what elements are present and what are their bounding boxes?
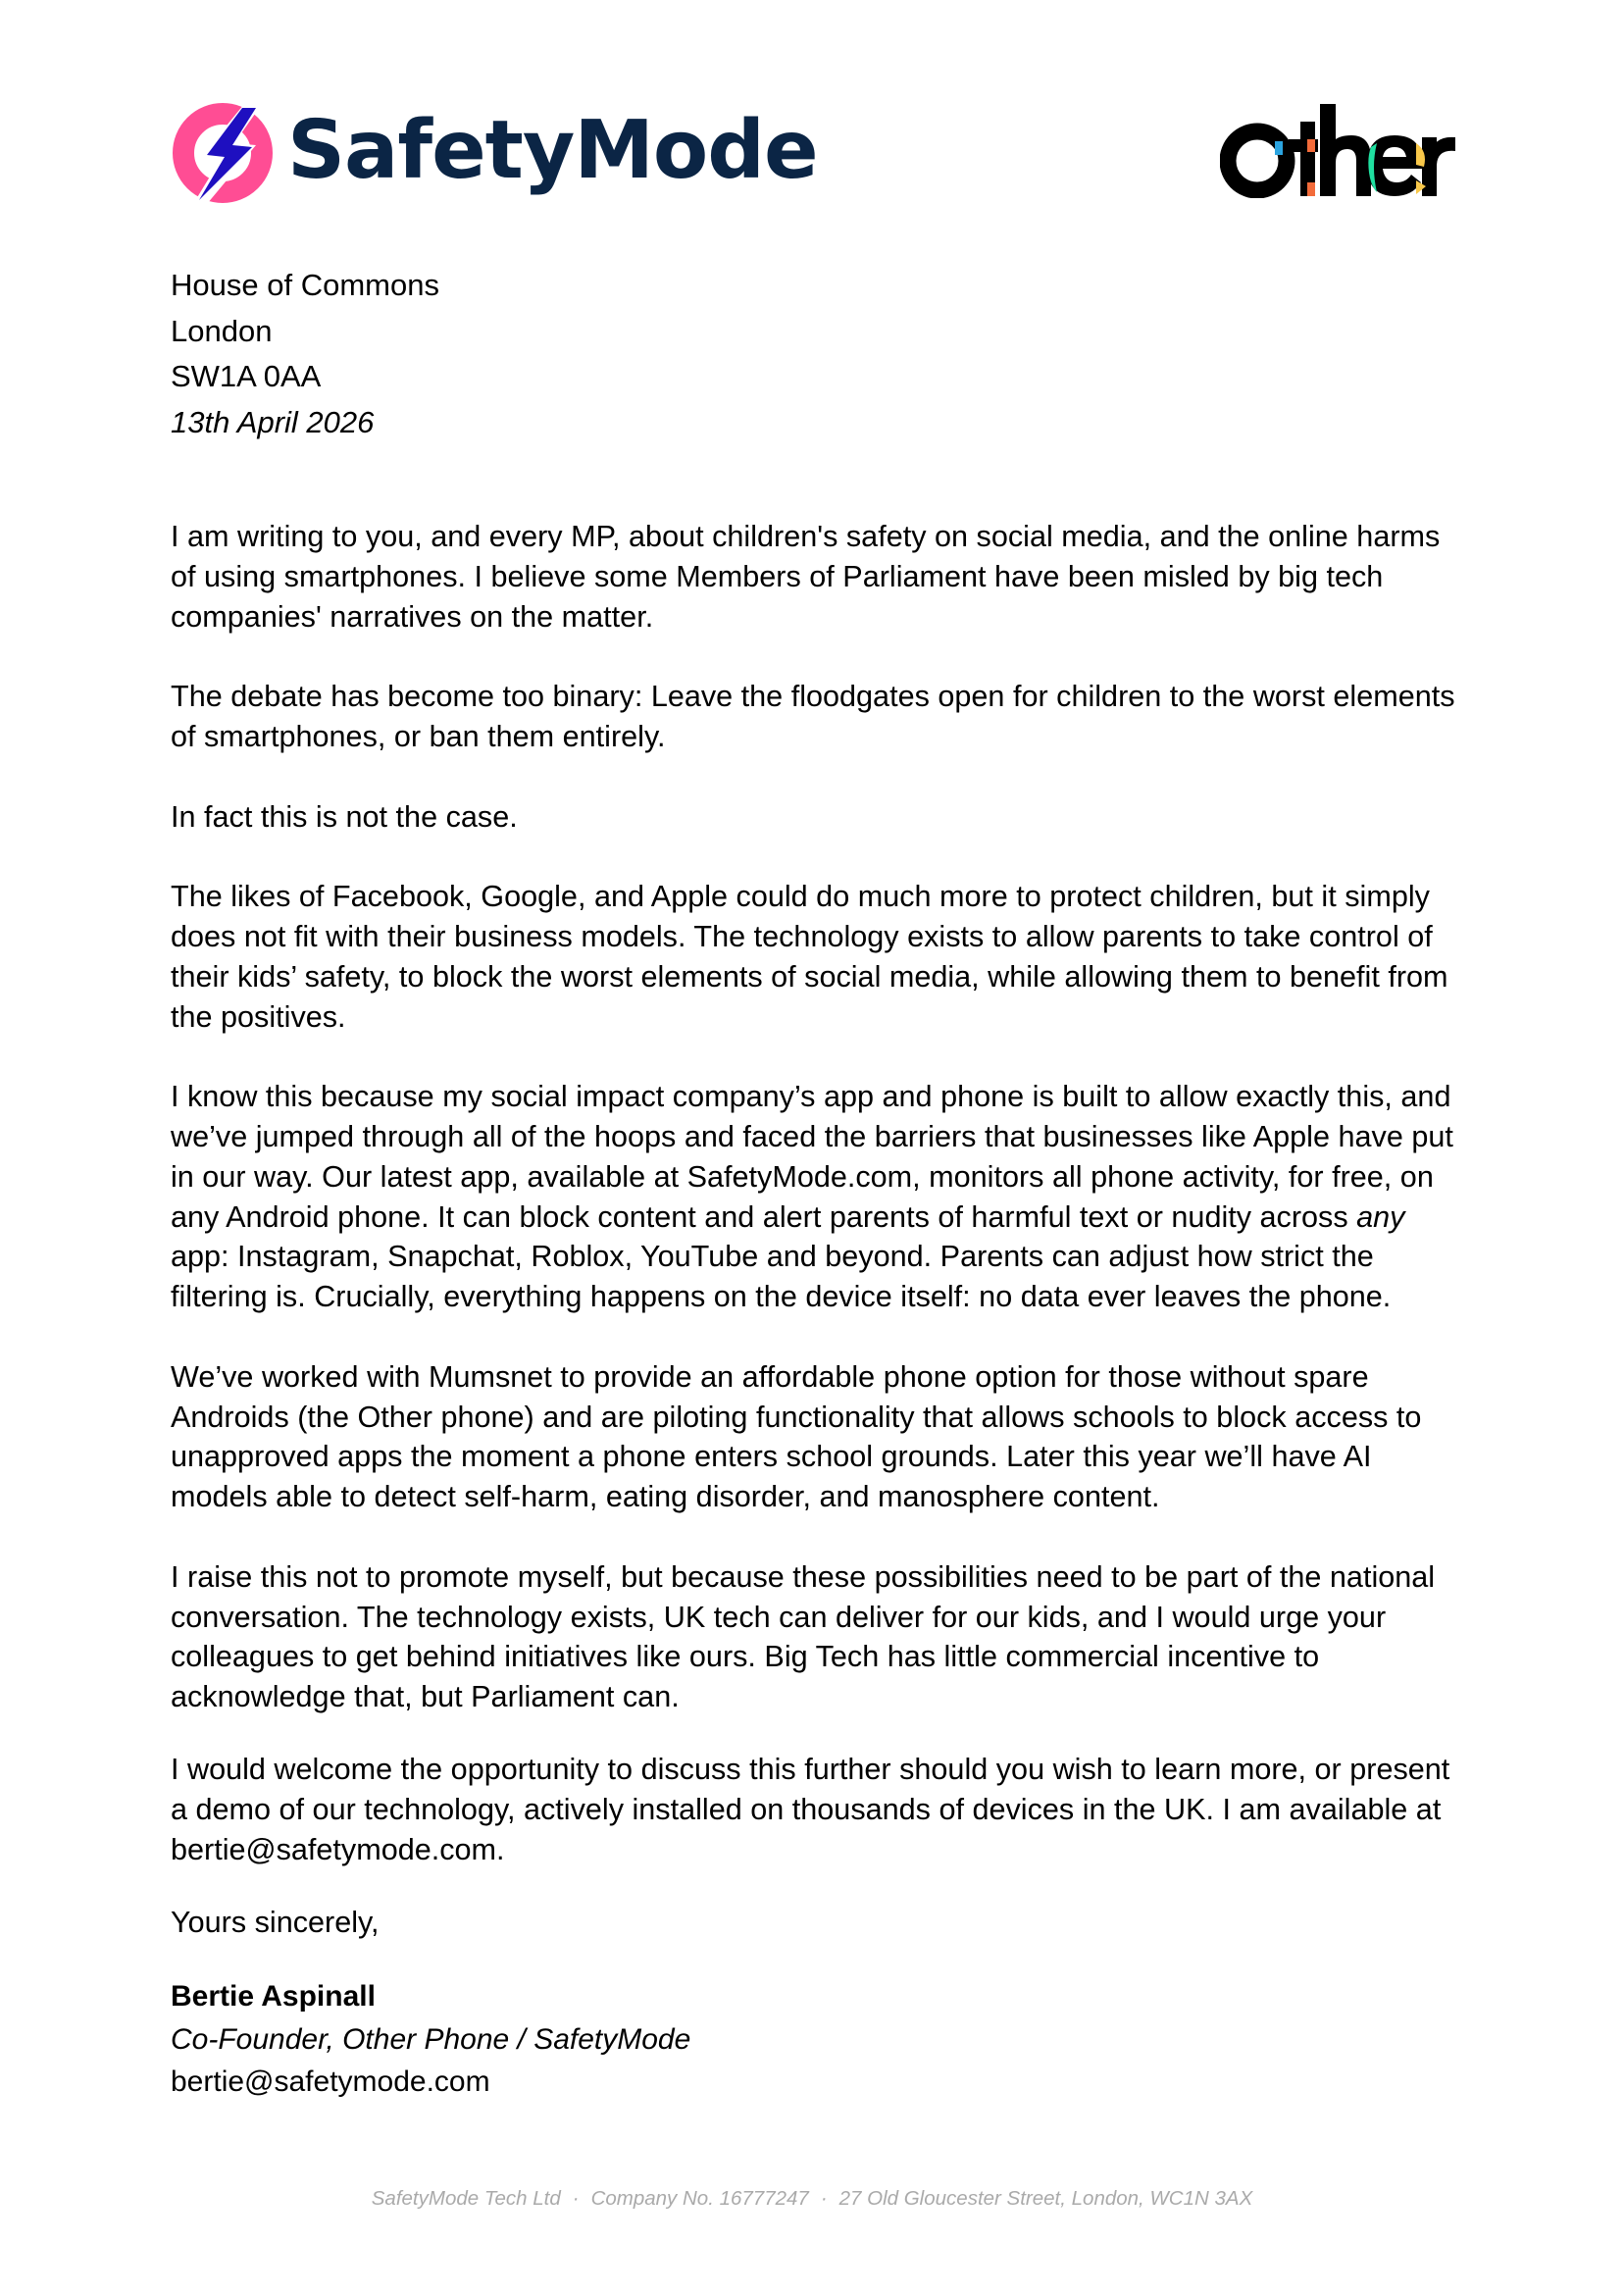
text-line: I would welcome the opportunity to discuss this further should you wish to learn more, or present — [171, 1752, 1450, 1786]
email-link[interactable]: bertie@safetymode.com. — [171, 1832, 505, 1866]
signatory-email[interactable]: bertie@safetymode.com — [171, 2065, 490, 2098]
paragraph — [171, 877, 1475, 1037]
text-line: app: Instagram, Snapchat, Roblox, YouTube and beyond. Parents can adjust how strict the — [171, 1240, 1374, 1274]
text-line: unapproved apps the moment a phone enters school grounds. Later this year we’ll have AI — [171, 1440, 1372, 1474]
text-line: I am writing to you, and every MP, about children's safety on social media, and the online harms — [171, 520, 1441, 553]
signatory-name: Bertie Aspinall — [171, 1980, 376, 2013]
text-line — [171, 1198, 1475, 1238]
footer-separator: · — [572, 2187, 580, 2210]
text-line: a demo of our technology, actively installed on thousands of devices in the UK. I am available at — [171, 1792, 1442, 1826]
other-logo — [1220, 104, 1455, 198]
paragraph — [171, 1357, 1475, 1517]
signature-block — [171, 1975, 690, 2104]
text-line: The likes of Facebook, Google, and Apple could do much more to protect children, but it simply — [171, 880, 1430, 914]
paragraph — [171, 517, 1475, 637]
paragraph — [171, 1750, 1475, 1869]
footer-separator: · — [820, 2187, 828, 2210]
text-line: acknowledge that, but Parliament can. — [171, 1680, 680, 1714]
text-line: colleagues to get behind initiatives like ours. Big Tech has little commercial incentive to — [171, 1640, 1320, 1674]
footer-company-name: SafetyMode Tech Ltd — [371, 2187, 561, 2210]
lightning-bolt-ring-icon — [172, 102, 274, 204]
emphasis-word: any — [1356, 1199, 1405, 1234]
text-line: models able to detect self-harm, eating disorder, and manosphere content. — [171, 1480, 1160, 1514]
text-line: of smartphones, or ban them entirely. — [171, 719, 666, 753]
paragraph — [171, 677, 1475, 757]
letter-date: 13th April 2026 — [171, 405, 375, 440]
address-line: SW1A 0AA — [171, 359, 322, 394]
text-line: I know this because my social impact company’s app and phone is built to allow exactly this, and — [171, 1080, 1451, 1114]
text-line: Androids (the Other phone) and are piloting functionality that allows schools to block access to — [171, 1400, 1422, 1434]
paragraph — [171, 797, 1475, 838]
text-line: filtering is. Crucially, everything happens on the device itself: no data ever leaves the phone. — [171, 1280, 1392, 1314]
letter-body — [171, 517, 1475, 1910]
company-footer — [0, 2187, 1624, 2211]
text-line: In fact this is not the case. — [171, 799, 518, 834]
text-line: companies' narratives on the matter. — [171, 599, 654, 634]
signatory-title: Co-Founder, Other Phone / SafetyMode — [171, 2022, 691, 2056]
safetymode-wordmark: SafetyMode — [287, 104, 818, 197]
text-line: The debate has become too binary: Leave the floodgates open for children to the worst elements — [171, 680, 1455, 714]
text-line: of using smartphones. I believe some Members of Parliament have been misled by big tech — [171, 559, 1384, 593]
closing-salutation: Yours sincerely, — [171, 1906, 380, 1939]
other-wordmark-icon — [1220, 104, 1455, 198]
text-line: the positives. — [171, 999, 346, 1034]
footer-address: 27 Old Gloucester Street, London, WC1N 3AX — [838, 2187, 1253, 2210]
text-segment: any Android phone. It can block content and alert parents of harmful text or nudity across — [171, 1199, 1357, 1234]
paragraph — [171, 1077, 1475, 1317]
address-line: House of Commons — [171, 268, 439, 302]
text-line: We’ve worked with Mumsnet to provide an affordable phone option for those without spare — [171, 1359, 1369, 1394]
text-line: I raise this not to promote myself, but because these possibilities need to be part of the national — [171, 1559, 1436, 1594]
safetymode-logo — [172, 102, 818, 204]
text-line: conversation. The technology exists, UK tech can deliver for our kids, and I would urge your — [171, 1600, 1387, 1634]
text-line: in our way. Our latest app, available at SafetyMode.com, monitors all phone activity, for free, on — [171, 1159, 1434, 1194]
address-line: London — [171, 313, 273, 348]
recipient-address — [171, 263, 439, 446]
text-line: we’ve jumped through all of the hoops and faced the barriers that businesses like Apple have put — [171, 1119, 1453, 1153]
text-line[interactable] — [171, 1830, 1475, 1870]
footer-company-number: Company No. 16777247 — [590, 2187, 809, 2210]
text-line: their kids’ safety, to block the worst elements of social media, while allowing them to benefit from — [171, 959, 1448, 994]
paragraph — [171, 1557, 1475, 1717]
text-line: does not fit with their business models. The technology exists to allow parents to take control of — [171, 919, 1433, 953]
